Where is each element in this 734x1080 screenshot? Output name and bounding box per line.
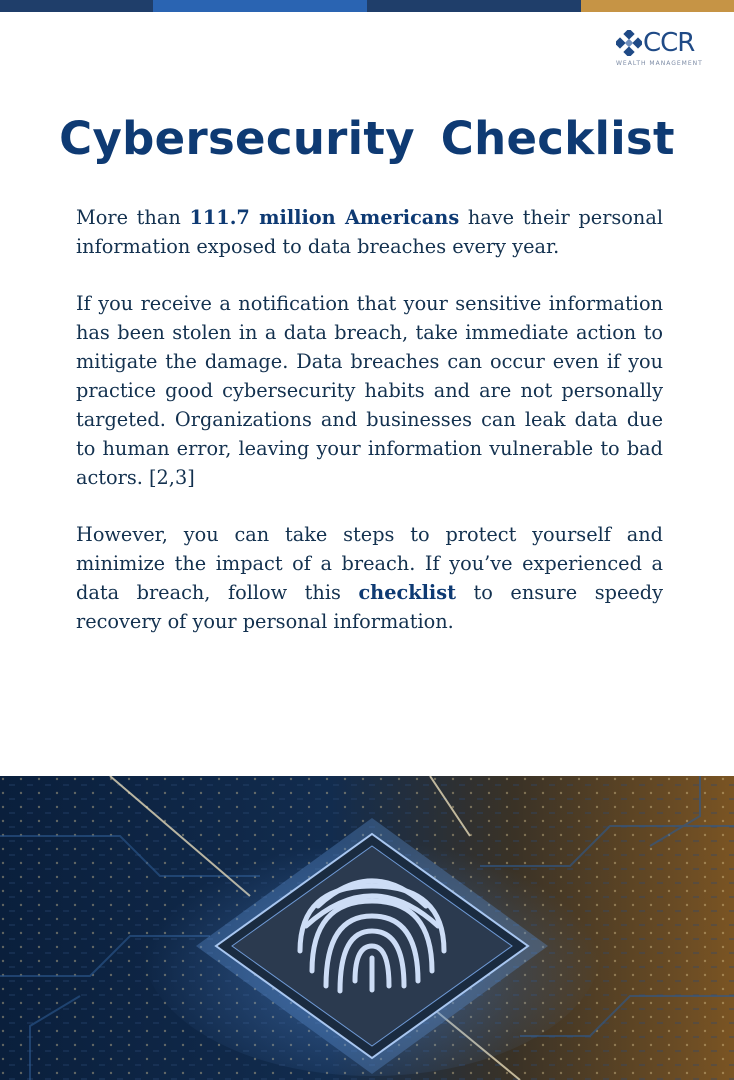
page-title: Cybersecurity Checklist [59, 112, 675, 165]
topbar-segment [0, 0, 153, 12]
top-color-bar [0, 0, 734, 12]
logo-tagline: WEALTH MANAGEMENT [616, 60, 703, 67]
paragraph-steps [76, 520, 663, 636]
paragraph-intro [76, 203, 663, 261]
logo-name: CCR [643, 28, 695, 58]
text-run: have their personal information exposed to data breaches every year. [76, 206, 663, 258]
text-run: However, you can take steps to protect yourself and minimize the impact of a breach. If you’ve experienced a data breach, follow this [76, 523, 663, 604]
hero-image-circuit-fingerprint [0, 776, 734, 1080]
paragraph-breach: If you receive a notification that your sensitive information has been stolen in a data breach, take immediate action to mitigate the damage. Data breaches can occur even if you practice good cybersecurity habits and are not personally targeted. Organizations and businesses can leak data due to human error, leaving your information vulnerable to bad actors. [2,3] [76, 292, 663, 489]
body-text [76, 203, 663, 664]
text-run: to ensure speedy recovery of your personal information. [76, 581, 663, 633]
ccr-logo [616, 30, 716, 72]
emphasis-stat: 111.7 million Americans [189, 206, 460, 229]
topbar-segment [367, 0, 581, 12]
topbar-segment [581, 0, 734, 12]
fingerprint-chip-icon [0, 776, 734, 1080]
ccr-diamond-logo-icon [616, 30, 642, 56]
emphasis-checklist: checklist [358, 581, 456, 604]
text-run: More than [76, 206, 190, 229]
topbar-segment [153, 0, 367, 12]
